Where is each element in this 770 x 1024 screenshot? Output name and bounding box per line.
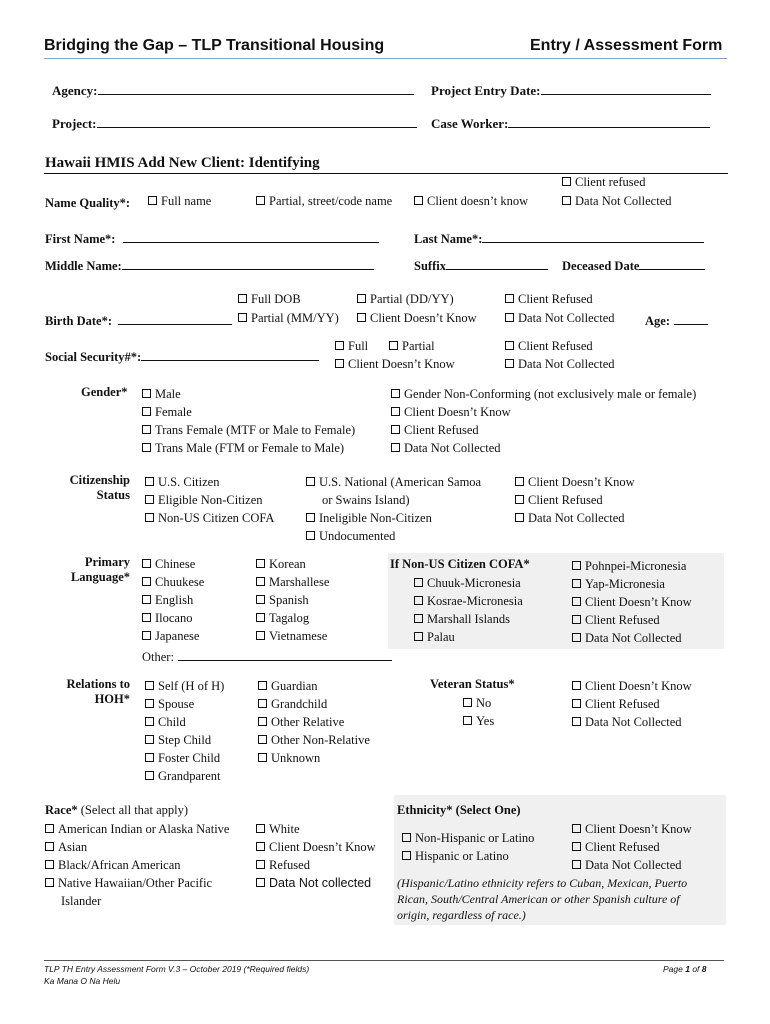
checkbox-icon[interactable] — [145, 753, 154, 762]
ssn-client-refused[interactable]: Client Refused — [505, 339, 593, 354]
checkbox-icon[interactable] — [357, 313, 366, 322]
cofa-option[interactable]: Data Not Collected — [572, 629, 692, 647]
checkbox-icon[interactable] — [572, 842, 581, 851]
citizenship-options-col2 — [306, 473, 481, 545]
birth-partial-dd-yy[interactable]: Partial (DD/YY) — [357, 292, 454, 307]
citizenship-option[interactable]: U.S. National (American Samoa — [306, 473, 481, 491]
birth-date-field — [45, 312, 232, 329]
relations-options-col1 — [145, 677, 224, 785]
citizenship-option[interactable]: Ineligible Non-Citizen — [306, 509, 481, 527]
citizenship-option-continued: or Swains Island) — [322, 493, 410, 507]
checkbox-icon[interactable] — [258, 699, 267, 708]
checkbox-icon[interactable] — [45, 824, 54, 833]
checkbox-icon[interactable] — [256, 595, 265, 604]
cofa-option[interactable]: Marshall Islands — [414, 610, 523, 628]
agency-label: Agency: — [52, 83, 98, 98]
veteran-option[interactable]: Data Not Collected — [572, 713, 692, 731]
checkbox-icon[interactable] — [142, 559, 151, 568]
race-option[interactable]: American Indian or Alaska Native — [45, 820, 229, 838]
gender-label: Gender* — [81, 385, 128, 399]
checkbox-icon[interactable] — [414, 578, 423, 587]
language-label: Primary Language* — [70, 555, 130, 584]
checkbox-icon[interactable] — [414, 596, 423, 605]
language-option[interactable]: Japanese — [142, 627, 204, 645]
ssn-input-line[interactable] — [141, 348, 319, 361]
ethnicity-note: (Hispanic/Latino ethnicity refers to Cuban, Mexican, Puerto Rican, South/Central American or other Spanish culture of origin, regardless of race.) — [397, 876, 688, 922]
relations-option[interactable]: Other Non-Relative — [258, 731, 370, 749]
gender-options-col2 — [391, 385, 696, 457]
footer-page-number: Page 1 of 8 — [663, 964, 707, 974]
relations-option[interactable]: Step Child — [145, 731, 224, 749]
section-divider — [44, 173, 728, 174]
agency-input-line[interactable] — [98, 82, 414, 95]
checkbox-icon[interactable] — [572, 699, 581, 708]
checkbox-icon[interactable] — [357, 294, 366, 303]
first-name-field — [45, 230, 379, 247]
form-header-subtitle: Entry / Assessment Form — [530, 37, 723, 54]
veteran-option[interactable]: Client Refused — [572, 695, 692, 713]
checkbox-icon[interactable] — [391, 443, 400, 452]
age-input-line[interactable] — [674, 312, 708, 325]
project-field — [52, 115, 417, 132]
citizenship-option[interactable]: Client Doesn’t Know — [515, 473, 635, 491]
checkbox-icon[interactable] — [142, 631, 151, 640]
checkbox-icon[interactable] — [562, 177, 571, 186]
gender-option[interactable]: Male — [142, 385, 355, 403]
footer-divider — [44, 960, 724, 961]
gender-option[interactable]: Gender Non-Conforming (not exclusively male or female) — [391, 385, 696, 403]
checkbox-icon[interactable] — [505, 359, 514, 368]
deceased-date-input-line[interactable] — [639, 257, 705, 270]
checkbox-icon[interactable] — [414, 632, 423, 641]
checkbox-icon[interactable] — [238, 313, 247, 322]
checkbox-icon[interactable] — [145, 681, 154, 690]
agency-field — [52, 82, 414, 99]
last-name-input-line[interactable] — [482, 230, 704, 243]
name-quality-client-refused[interactable]: Client refused — [562, 175, 645, 190]
checkbox-icon[interactable] — [572, 633, 581, 642]
checkbox-icon[interactable] — [402, 851, 411, 860]
first-name-input-line[interactable] — [123, 230, 379, 243]
checkbox-icon[interactable] — [238, 294, 247, 303]
cofa-option[interactable]: Client Doesn’t Know — [572, 593, 692, 611]
checkbox-icon[interactable] — [256, 196, 265, 205]
checkbox-icon[interactable] — [145, 495, 154, 504]
language-option[interactable]: Tagalog — [256, 609, 329, 627]
suffix-input-line[interactable] — [446, 257, 548, 270]
race-heading — [45, 803, 188, 818]
checkbox-icon[interactable] — [515, 477, 524, 486]
checkbox-icon[interactable] — [258, 717, 267, 726]
citizenship-options-col3 — [515, 473, 635, 527]
checkbox-icon[interactable] — [256, 824, 265, 833]
citizenship-option[interactable]: Undocumented — [306, 527, 481, 545]
checkbox-icon[interactable] — [145, 735, 154, 744]
checkbox-icon[interactable] — [414, 196, 423, 205]
relations-option[interactable]: Other Relative — [258, 713, 370, 731]
checkbox-icon[interactable] — [145, 477, 154, 486]
veteran-option-no[interactable]: No — [463, 694, 494, 712]
checkbox-icon[interactable] — [505, 294, 514, 303]
veteran-label: Veteran Status* — [430, 677, 515, 691]
project-input-line[interactable] — [97, 115, 417, 128]
checkbox-icon[interactable] — [463, 698, 472, 707]
race-options-col1 — [45, 820, 229, 910]
checkbox-icon[interactable] — [572, 615, 581, 624]
checkbox-icon[interactable] — [515, 513, 524, 522]
age-label: Age: — [645, 314, 670, 328]
gender-option[interactable]: Client Doesn’t Know — [391, 403, 696, 421]
race-options-col2 — [256, 820, 376, 892]
name-quality-partial[interactable]: Partial, street/code name — [256, 194, 392, 209]
birth-date-input-line[interactable] — [118, 312, 232, 325]
language-option[interactable]: Spanish — [256, 591, 329, 609]
checkbox-icon[interactable] — [256, 860, 265, 869]
ethnicity-options-col2 — [572, 820, 692, 874]
name-quality-data-not-collected[interactable]: Data Not Collected — [562, 194, 672, 209]
checkbox-icon[interactable] — [389, 341, 398, 350]
ethnicity-options-col1 — [402, 829, 534, 865]
veteran-options — [463, 694, 494, 730]
language-option[interactable]: Vietnamese — [256, 627, 329, 645]
race-option-continued: Islander — [61, 894, 102, 908]
gender-option[interactable]: Trans Male (FTM or Female to Male) — [142, 439, 355, 457]
checkbox-icon[interactable] — [391, 407, 400, 416]
cofa-option[interactable]: Palau — [414, 628, 523, 646]
checkbox-icon[interactable] — [562, 196, 571, 205]
deceased-date-field — [562, 257, 705, 274]
ssn-full[interactable]: Full — [335, 339, 368, 354]
veteran-options-col2 — [572, 677, 692, 731]
citizenship-options-col1 — [145, 473, 274, 527]
cofa-options-col2 — [572, 557, 692, 647]
citizenship-option[interactable]: Data Not Collected — [515, 509, 635, 527]
cofa-label: If Non-US Citizen COFA* — [390, 557, 530, 571]
checkbox-icon[interactable] — [45, 878, 54, 887]
checkbox-icon[interactable] — [256, 842, 265, 851]
language-other-input-line[interactable] — [178, 648, 392, 661]
checkbox-icon[interactable] — [306, 531, 315, 540]
citizenship-option[interactable]: Non-US Citizen COFA — [145, 509, 274, 527]
checkbox-icon[interactable] — [145, 717, 154, 726]
checkbox-icon[interactable] — [505, 313, 514, 322]
checkbox-icon[interactable] — [505, 341, 514, 350]
checkbox-icon[interactable] — [572, 561, 581, 570]
checkbox-icon[interactable] — [256, 559, 265, 568]
checkbox-icon[interactable] — [45, 842, 54, 851]
header-divider — [44, 58, 727, 59]
cofa-option[interactable]: Client Refused — [572, 611, 692, 629]
checkbox-icon[interactable] — [142, 577, 151, 586]
relations-option[interactable]: Self (H of H) — [145, 677, 224, 695]
checkbox-icon[interactable] — [142, 425, 151, 434]
relations-option[interactable]: Grandparent — [145, 767, 224, 785]
checkbox-icon[interactable] — [148, 196, 157, 205]
checkbox-icon[interactable] — [258, 681, 267, 690]
relations-option[interactable]: Foster Child — [145, 749, 224, 767]
race-option[interactable]: Asian — [45, 838, 229, 856]
ethnicity-label: Ethnicity* (Select One) — [397, 803, 521, 817]
birth-partial-mm-yy[interactable]: Partial (MM/YY) — [238, 311, 339, 326]
checkbox-icon[interactable] — [335, 341, 344, 350]
checkbox-icon[interactable] — [572, 681, 581, 690]
checkbox-icon[interactable] — [256, 631, 265, 640]
suffix-label: Suffix — [414, 259, 446, 273]
checkbox-icon[interactable] — [391, 389, 400, 398]
race-note: (Select all that apply) — [80, 803, 189, 817]
checkbox-icon[interactable] — [258, 753, 267, 762]
race-option[interactable]: White — [256, 820, 376, 838]
ethnicity-option[interactable]: Client Doesn’t Know — [572, 820, 692, 838]
language-other-field — [142, 648, 392, 665]
ethnicity-option[interactable]: Hispanic or Latino — [402, 847, 534, 865]
middle-name-field — [45, 257, 374, 274]
age-field — [645, 312, 708, 329]
checkbox-icon[interactable] — [142, 443, 151, 452]
relations-label: Relations to HOH* — [66, 677, 130, 706]
checkbox-icon[interactable] — [572, 597, 581, 606]
gender-options-col1 — [142, 385, 355, 457]
footer-org: Ka Mana O Na Helu — [44, 976, 121, 986]
cofa-option[interactable]: Yap-Micronesia — [572, 575, 692, 593]
checkbox-icon[interactable] — [515, 495, 524, 504]
ethnicity-option[interactable]: Client Refused — [572, 838, 692, 856]
checkbox-icon[interactable] — [306, 477, 315, 486]
project-entry-date-label: Project Entry Date: — [431, 83, 541, 98]
race-option[interactable]: Client Doesn’t Know — [256, 838, 376, 856]
suffix-field — [414, 257, 548, 274]
cofa-options-col1 — [414, 574, 523, 646]
citizenship-option[interactable]: U.S. Citizen — [145, 473, 274, 491]
relations-option[interactable]: Unknown — [258, 749, 370, 767]
birth-client-refused[interactable]: Client Refused — [505, 292, 593, 307]
ethnicity-option[interactable]: Non-Hispanic or Latino — [402, 829, 534, 847]
middle-name-input-line[interactable] — [122, 257, 374, 270]
case-worker-label: Case Worker: — [431, 116, 509, 131]
language-option[interactable]: Chuukese — [142, 573, 204, 591]
race-option[interactable]: Refused — [256, 856, 376, 874]
cofa-option[interactable]: Chuuk-Micronesia — [414, 574, 523, 592]
checkbox-icon[interactable] — [45, 860, 54, 869]
last-name-field — [414, 230, 704, 247]
cofa-option[interactable]: Kosrae-Micronesia — [414, 592, 523, 610]
form-header-title: Bridging the Gap – TLP Transitional Housing — [44, 37, 385, 54]
project-entry-date-field — [431, 82, 711, 99]
gender-option[interactable]: Data Not Collected — [391, 439, 696, 457]
last-name-label: Last Name*: — [414, 232, 483, 246]
race-label: Race* — [45, 803, 78, 817]
ssn-partial[interactable]: Partial — [389, 339, 435, 354]
checkbox-icon[interactable] — [402, 833, 411, 842]
language-option[interactable]: English — [142, 591, 204, 609]
relations-option[interactable]: Guardian — [258, 677, 370, 695]
relations-option[interactable]: Grandchild — [258, 695, 370, 713]
language-options-col1 — [142, 555, 204, 645]
checkbox-icon[interactable] — [256, 577, 265, 586]
checkbox-icon[interactable] — [145, 699, 154, 708]
ssn-label: Social Security#*: — [45, 350, 142, 364]
checkbox-icon[interactable] — [142, 389, 151, 398]
language-options-col2 — [256, 555, 329, 645]
ssn-field — [45, 348, 319, 365]
checkbox-icon[interactable] — [258, 735, 267, 744]
birth-date-label: Birth Date*: — [45, 314, 112, 328]
language-option[interactable]: Korean — [256, 555, 329, 573]
checkbox-icon[interactable] — [145, 513, 154, 522]
relations-option[interactable]: Child — [145, 713, 224, 731]
checkbox-icon[interactable] — [391, 425, 400, 434]
race-option[interactable]: Data Not collected — [256, 874, 376, 892]
ssn-client-doesnt-know[interactable]: Client Doesn’t Know — [335, 357, 455, 372]
checkbox-icon[interactable] — [572, 579, 581, 588]
language-option[interactable]: Chinese — [142, 555, 204, 573]
checkbox-icon[interactable] — [142, 407, 151, 416]
name-quality-full[interactable]: Full name — [148, 194, 211, 209]
checkbox-icon[interactable] — [256, 878, 265, 887]
ethnicity-option[interactable]: Data Not Collected — [572, 856, 692, 874]
citizenship-option[interactable]: Client Refused — [515, 491, 635, 509]
middle-name-label: Middle Name: — [45, 259, 122, 273]
gender-option[interactable]: Trans Female (MTF or Male to Female) — [142, 421, 355, 439]
relations-option[interactable]: Spouse — [145, 695, 224, 713]
name-quality-client-doesnt-know[interactable]: Client doesn’t know — [414, 194, 528, 209]
citizenship-label: Citizenship Status — [69, 473, 130, 502]
cofa-option[interactable]: Pohnpei-Micronesia — [572, 557, 692, 575]
project-label: Project: — [52, 116, 97, 131]
checkbox-icon[interactable] — [414, 614, 423, 623]
checkbox-icon[interactable] — [335, 359, 344, 368]
checkbox-icon[interactable] — [572, 860, 581, 869]
footer-form-version: TLP TH Entry Assessment Form V.3 – October 2019 (*Required fields) — [44, 964, 310, 974]
first-name-label: First Name*: — [45, 232, 116, 246]
section-title: Hawaii HMIS Add New Client: Identifying — [45, 155, 320, 171]
birth-client-doesnt-know[interactable]: Client Doesn’t Know — [357, 311, 477, 326]
language-option[interactable]: Marshallese — [256, 573, 329, 591]
checkbox-icon[interactable] — [572, 717, 581, 726]
gender-option[interactable]: Female — [142, 403, 355, 421]
case-worker-input-line[interactable] — [508, 115, 710, 128]
relations-options-col2 — [258, 677, 370, 767]
ssn-data-not-collected[interactable]: Data Not Collected — [505, 357, 615, 372]
veteran-option-yes[interactable]: Yes — [463, 712, 494, 730]
checkbox-icon[interactable] — [256, 613, 265, 622]
language-option[interactable]: Ilocano — [142, 609, 204, 627]
checkbox-icon[interactable] — [145, 771, 154, 780]
race-option[interactable]: Black/African American — [45, 856, 229, 874]
deceased-date-label: Deceased Date — [562, 259, 640, 273]
veteran-option[interactable]: Client Doesn’t Know — [572, 677, 692, 695]
gender-option[interactable]: Client Refused — [391, 421, 696, 439]
checkbox-icon[interactable] — [572, 824, 581, 833]
birth-data-not-collected[interactable]: Data Not Collected — [505, 311, 615, 326]
checkbox-icon[interactable] — [142, 613, 151, 622]
checkbox-icon[interactable] — [142, 595, 151, 604]
birth-full-dob[interactable]: Full DOB — [238, 292, 301, 307]
race-option[interactable]: Native Hawaiian/Other Pacific — [45, 874, 229, 892]
checkbox-icon[interactable] — [306, 513, 315, 522]
citizenship-option[interactable]: Eligible Non-Citizen — [145, 491, 274, 509]
language-other-label: Other: — [142, 650, 174, 664]
project-entry-date-input-line[interactable] — [541, 82, 711, 95]
case-worker-field — [431, 115, 710, 132]
checkbox-icon[interactable] — [463, 716, 472, 725]
name-quality-label: Name Quality*: — [45, 196, 131, 210]
